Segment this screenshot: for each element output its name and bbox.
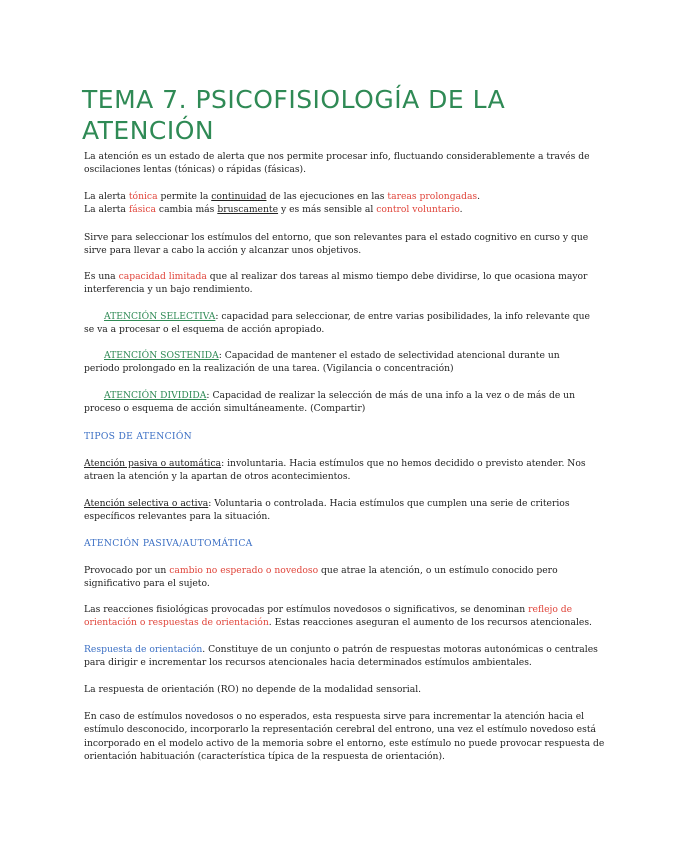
final-line-1: En caso de estímulos novedosos o no esperados, esta respuesta sirve para incrementar la atención hacia el [84, 711, 585, 722]
pasiva-line-2: atraen la atención y la apartan de otros acontecimientos. [84, 471, 351, 483]
sostenida-line-1: ATENCIÓN SOSTENIDA: Capacidad de mantener el estado de selectividad atencional durante un [104, 350, 560, 361]
control-voluntario-term: control voluntario [376, 204, 460, 216]
sostenida-paragraph [84, 349, 590, 376]
continuidad-term: continuidad [211, 191, 267, 202]
cambio-no-esperado-term: cambio no esperado o novedoso [169, 565, 319, 576]
fasica-term: fásica [128, 204, 156, 216]
atencion-selectiva-activa-term: Atención selectiva o activa [84, 498, 209, 509]
tareas-prolongadas-term: tareas prolongadas [387, 191, 478, 202]
pasiva-line-1: Atención pasiva o automática: involuntaria. Hacia estímulos que no hemos decidido o previsto atender. Nos [84, 458, 586, 469]
sostenida-line-2: periodo prolongado en la realización de una tarea. (Vigilancia o concentración) [84, 363, 454, 375]
title-line-2: ATENCIÓN [82, 116, 215, 145]
atencion-sostenida-term: ATENCIÓN SOSTENIDA [104, 350, 219, 361]
reacciones-line-2: orientación o respuestas de orientación. Estas reacciones aseguran el aumento de los recursos atencionales. [84, 617, 592, 629]
ro-paragraph: La respuesta de orientación (RO) no depende de la modalidad sensorial. [84, 684, 422, 695]
title-line-1: TEMA 7. PSICOFISIOLOGÍA DE LA [82, 85, 506, 114]
respuesta-line-2: para dirigir e incrementar los recursos atencionales hacia determinados estímulos ambientales. [84, 657, 532, 669]
dividida-paragraph [84, 389, 590, 416]
intro-paragraph [84, 150, 590, 177]
respuestas-orientacion-term: orientación o respuestas de orientación [84, 617, 269, 629]
respuesta-line-1: Respuesta de orientación. Constituye de un conjunto o patrón de respuestas motoras autonómicas o centrales [84, 644, 598, 655]
dividida-line-2: proceso o esquema de acción simultáneamente. (Compartir) [84, 403, 366, 415]
tonica-term: tónica [128, 191, 158, 202]
reflejo-term: reflejo de [528, 604, 573, 615]
intro-line-1: La atención es un estado de alerta que nos permite procesar info, fluctuando considerablemente a través de [84, 151, 590, 162]
sirve-line-2: sirve para llevar a cabo la acción y alcanzar unos objetivos. [84, 245, 362, 257]
pasiva-automatica-heading: ATENCIÓN PASIVA/AUTOMÁTICA [84, 538, 253, 549]
sirve-paragraph [84, 231, 590, 258]
alerta-paragraph [84, 190, 590, 217]
capacidad-line-2: interferencia y un bajo rendimiento. [84, 284, 253, 296]
page-title [82, 84, 622, 146]
respuesta-orientacion-term: Respuesta de orientación [84, 644, 203, 655]
intro-line-2: oscilaciones lentas (tónicas) o rápidas (fásicas). [84, 164, 307, 176]
dividida-line-1: ATENCIÓN DIVIDIDA: Capacidad de realizar la selección de más de una info a la vez o de más de un [104, 390, 576, 401]
selectiva-paragraph [84, 310, 590, 337]
final-line-3: incorporado en el modelo activo de la memoria sobre el entorno, este estímulo no puede provocar respuesta de [84, 737, 605, 749]
capacidad-limitada-term: capacidad limitada [118, 271, 207, 282]
provocado-paragraph [84, 564, 590, 591]
provocado-line-2: significativo para el sujeto. [84, 578, 210, 590]
sirve-line-1: Sirve para seleccionar los estímulos del entorno, que son relevantes para el estado cognitivo en curso y que [84, 232, 589, 243]
pasiva-paragraph [84, 457, 590, 484]
tipos-heading: TIPOS DE ATENCIÓN [84, 431, 193, 442]
final-paragraph [84, 710, 605, 764]
selectiva-line-1: ATENCIÓN SELECTIVA: capacidad para seleccionar, de entre varias posibilidades, la info relevante que [104, 311, 590, 322]
alerta-fasica-line: La alerta fásica cambia más bruscamente y es más sensible al control voluntario. [84, 204, 463, 216]
capacidad-paragraph [84, 270, 590, 297]
final-line-4: orientación habituación (característica típica de la respuesta de orientación). [84, 751, 445, 763]
reacciones-line-1: Las reacciones fisiológicas provocadas por estímulos novedosos o significativos, se denominan reflejo de [84, 604, 573, 615]
selectiva-activa-line-2: específicos relevantes para la situación. [84, 511, 271, 523]
atencion-pasiva-term: Atención pasiva o automática [84, 458, 222, 469]
selectiva-activa-paragraph [84, 497, 590, 524]
atencion-selectiva-term: ATENCIÓN SELECTIVA [104, 311, 216, 322]
bruscamente-term: bruscamente [217, 204, 279, 216]
reacciones-paragraph [84, 603, 590, 630]
final-line-2: estímulo desconocido, incorporarlo la representación cerebral del entrono, una vez el estímulo novedoso está [84, 724, 597, 736]
provocado-line-1: Provocado por un cambio no esperado o novedoso que atrae la atención, o un estímulo conocido pero [84, 565, 558, 576]
respuesta-paragraph [84, 643, 598, 670]
capacidad-line-1: Es una capacidad limitada que al realizar dos tareas al mismo tiempo debe dividirse, lo que ocasiona mayor [84, 271, 588, 282]
alerta-tonica-line: La alerta tónica permite la continuidad de las ejecuciones en las tareas prolongadas. [84, 191, 481, 202]
selectiva-activa-line-1: Atención selectiva o activa: Voluntaria o controlada. Hacia estímulos que cumplen una serie de criterios [84, 498, 570, 509]
atencion-dividida-term: ATENCIÓN DIVIDIDA [104, 390, 207, 401]
selectiva-line-2: se va a procesar o el esquema de acción apropiado. [84, 324, 325, 336]
